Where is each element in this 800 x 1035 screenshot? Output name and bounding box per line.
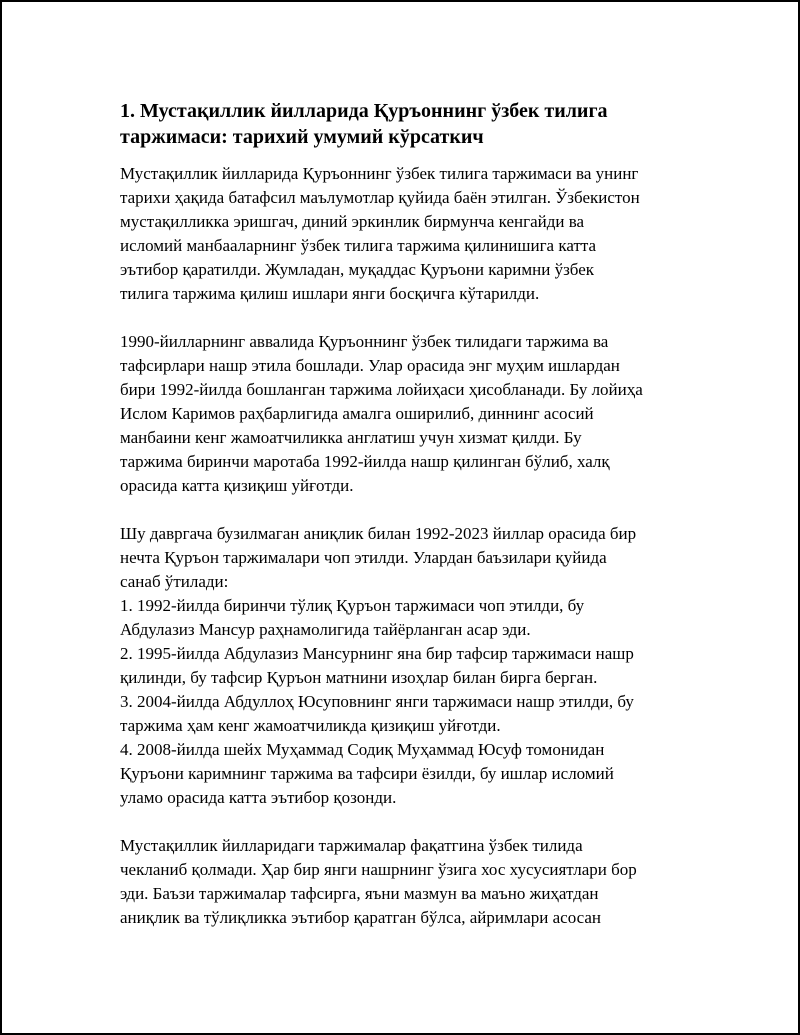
list-item-line: таржима ҳам кенг жамоатчиликда қизиқиш уйғотди. bbox=[120, 716, 501, 735]
heading-line: таржимаси: тарихий умумий кўрсаткич bbox=[120, 126, 484, 148]
text-line: исломий манбааларнинг ўзбек тилига таржима қилинишига катта bbox=[120, 236, 597, 255]
text-line: тафсирлари нашр этила бошлади. Улар орасида энг муҳим ишлардан bbox=[120, 356, 620, 375]
text-line: таржима биринчи маротаба 1992-йилда нашр қилинган бўлиб, халқ bbox=[120, 452, 610, 471]
text-line: чекланиб қолмади. Ҳар бир янги нашрнинг ўзига хос хусусиятлари бор bbox=[120, 860, 637, 879]
text-line: орасида катта қизиқиш уйғотди. bbox=[120, 476, 354, 495]
text-line: бири 1992-йилда бошланган таржима лойиҳаси ҳисобланади. Бу лойиҳа bbox=[120, 380, 643, 399]
document-body bbox=[120, 98, 690, 954]
text-line: тарихи ҳақида батафсил маълумотлар қуйида баён этилган. Ўзбекистон bbox=[120, 188, 640, 207]
list-item-line: Қуръони каримнинг таржима ва тафсири ёзилди, бу ишлар исломий bbox=[120, 764, 614, 783]
text-line: тилига таржима қилиш ишлари янги босқичга кўтарилди. bbox=[120, 284, 540, 303]
heading-line: 1. Мустақиллик йилларида Қуръоннинг ўзбек тилига bbox=[120, 100, 608, 122]
paragraph-conclusion bbox=[120, 834, 690, 930]
paragraph-1990s bbox=[120, 330, 690, 498]
paragraph-intro bbox=[120, 162, 690, 306]
section-heading bbox=[120, 98, 690, 150]
text-line: санаб ўтилади: bbox=[120, 572, 229, 591]
list-item-line: 2. 1995-йилда Абдулазиз Мансурнинг яна бир тафсир таржимаси нашр bbox=[120, 644, 634, 663]
list-item-line: қилинди, бу тафсир Қуръон матнини изоҳлар билан бирга берган. bbox=[120, 668, 598, 687]
text-line: аниқлик ва тўлиқликка эътибор қаратган бўлса, айримлари асосан bbox=[120, 908, 602, 927]
text-line: Мустақиллик йилларида Қуръоннинг ўзбек тилига таржимаси ва унинг bbox=[120, 164, 639, 183]
list-item-line: уламо орасида катта эътибор қозонди. bbox=[120, 788, 397, 807]
list-item-line: 1. 1992-йилда биринчи тўлиқ Қуръон таржимаси чоп этилди, бу bbox=[120, 596, 585, 615]
text-line: Мустақиллик йилларидаги таржималар фақатгина ўзбек тилида bbox=[120, 836, 583, 855]
paragraph-translations-list bbox=[120, 522, 690, 810]
text-line: эди. Баъзи таржималар тафсирга, яъни мазмун ва маъно жиҳатдан bbox=[120, 884, 599, 903]
list-item-line: 3. 2004-йилда Абдуллоҳ Юсуповнинг янги таржимаси нашр этилди, бу bbox=[120, 692, 634, 711]
text-line: мустақилликка эришгач, диний эркинлик бирмунча кенгайди ва bbox=[120, 212, 585, 231]
text-line: нечта Қуръон таржималари чоп этилди. Улардан баъзилари қуйида bbox=[120, 548, 607, 567]
text-line: 1990-йилларнинг аввалида Қуръоннинг ўзбек тилидаги таржима ва bbox=[120, 332, 609, 351]
text-line: Ислом Каримов раҳбарлигида амалга оширилиб, диннинг асосий bbox=[120, 404, 594, 423]
text-line: Шу давргача бузилмаган аниқлик билан 1992-2023 йиллар орасида бир bbox=[120, 524, 637, 543]
list-item-line: Абдулазиз Мансур раҳнамолигида тайёрланган асар эди. bbox=[120, 620, 531, 639]
text-line: манбаини кенг жамоатчиликка англатиш учун хизмат қилди. Бу bbox=[120, 428, 582, 447]
list-item-line: 4. 2008-йилда шейх Муҳаммад Содиқ Муҳаммад Юсуф томонидан bbox=[120, 740, 605, 759]
text-line: эътибор қаратилди. Жумладан, муқаддас Қуръони каримни ўзбек bbox=[120, 260, 595, 279]
